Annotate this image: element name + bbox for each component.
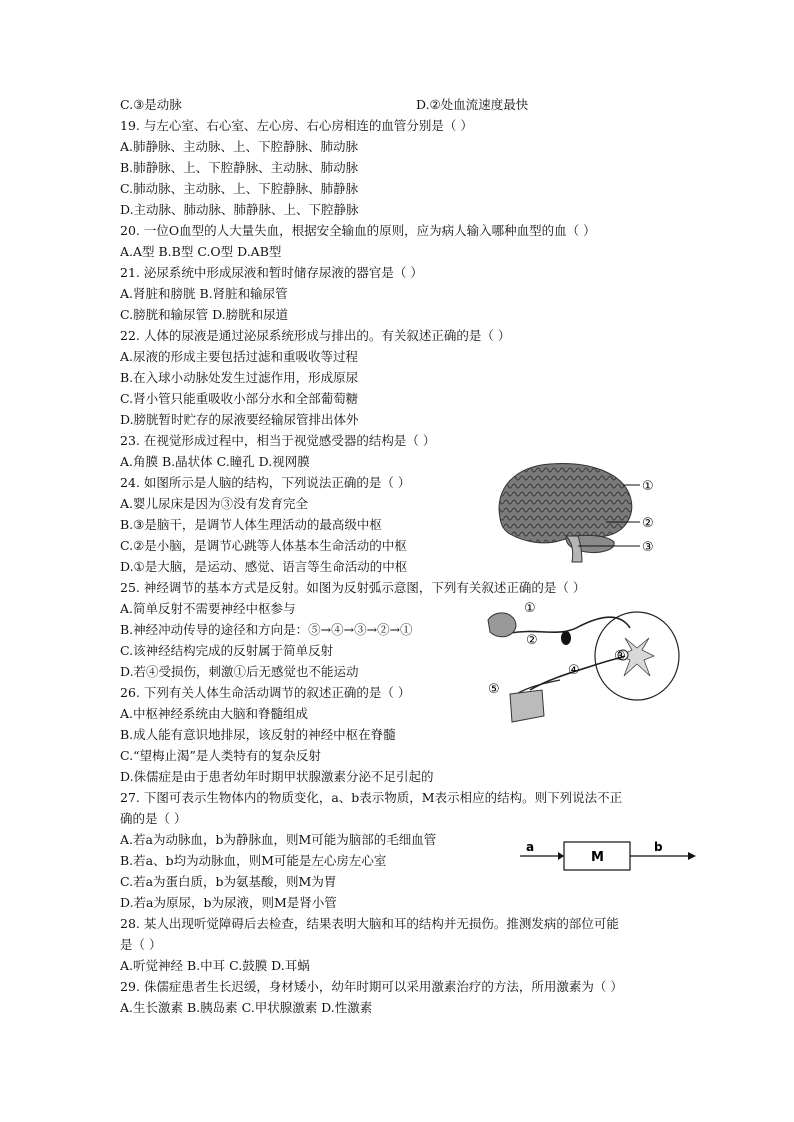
- q18-option-c: C.③是动脉: [120, 97, 182, 112]
- brain-label-1: ①: [642, 479, 654, 494]
- flow-label-a: a: [526, 840, 535, 854]
- q20-stem: 20. 一位O血型的人大量失血，根据安全输血的原则，应为病人输入哪种血型的血（ ）: [120, 223, 596, 238]
- q27-option-c: C.若a为蛋白质，b为氨基酸，则M为胃: [120, 874, 337, 889]
- flow-label-b: b: [654, 840, 663, 854]
- q24-option-d: D.①是大脑，是运动、感觉、语言等生命活动的中枢: [120, 559, 408, 574]
- q19-option-a: A.肺静脉、主动脉、上、下腔静脉、肺动脉: [120, 139, 359, 154]
- brain-label-2: ②: [642, 516, 654, 531]
- reflex-label-1: ①: [524, 601, 536, 616]
- reflex-label-5: ⑤: [488, 682, 500, 697]
- q22-option-d: D.膀胱暂时贮存的尿液要经输尿管排出体外: [120, 412, 359, 427]
- q19-option-d: D.主动脉、肺动脉、肺静脉、上、下腔静脉: [120, 202, 359, 217]
- q19-stem: 19. 与左心室、右心室、左心房、右心房相连的血管分别是（ ）: [120, 118, 473, 133]
- reflex-label-2: ②: [526, 633, 538, 648]
- effector-muscle-shape: [510, 690, 544, 722]
- q27-option-a: A.若a为动脉血，b为静脉血，则M可能为脑部的毛细血管: [120, 832, 437, 847]
- flow-diagram: [520, 838, 700, 874]
- q21-options-cd: C.膀胱和输尿管 D.膀胱和尿道: [120, 307, 289, 322]
- reflex-label-3: ③: [614, 649, 626, 664]
- q22-option-a: A.尿液的形成主要包括过滤和重吸收等过程: [120, 349, 359, 364]
- q22-stem: 22. 人体的尿液是通过泌尿系统形成与排出的。有关叙述正确的是（ ）: [120, 328, 511, 343]
- q18-options-row: [120, 97, 529, 112]
- q25-option-c: C.该神经结构完成的反射属于简单反射: [120, 643, 334, 658]
- q26-option-a: A.中枢神经系统由大脑和脊髓组成: [120, 706, 309, 721]
- q24-option-a: A.婴儿尿床是因为③没有发育完全: [120, 496, 309, 511]
- q18-option-d: D.②处血流速度最快: [416, 97, 529, 112]
- q25-option-d: D.若④受损伤，刺激①后无感觉也不能运动: [120, 664, 359, 679]
- q25-option-b: B.神经冲动传导的途径和方向是：⑤→④→③→②→①: [120, 622, 413, 637]
- q26-option-c: C.“望梅止渴”是人类特有的复杂反射: [120, 748, 321, 763]
- q27-stem: 27. 下图可表示生物体内的物质变化，a、b表示物质，M表示相应的结构。则下列说法不正: [120, 790, 623, 805]
- q24-option-c: C.②是小脑，是调节心跳等人体基本生命活动的中枢: [120, 538, 407, 553]
- q25-stem: 25. 神经调节的基本方式是反射。如图为反射弧示意图，下列有关叙述正确的是（ ）: [120, 580, 586, 595]
- q29-options: A.生长激素 B.胰岛素 C.甲状腺激素 D.性激素: [120, 1000, 373, 1015]
- q23-options: A.角膜 B.晶状体 C.瞳孔 D.视网膜: [120, 454, 310, 469]
- q21-options-ab: A.肾脏和膀胱 B.肾脏和输尿管: [120, 286, 288, 301]
- q27-option-d: D.若a为原尿，b为尿液，则M是肾小管: [120, 895, 337, 910]
- q20-options: A.A型 B.B型 C.O型 D.AB型: [120, 244, 282, 259]
- brain-label-3: ③: [642, 540, 654, 555]
- q27-option-b: B.若a、b均为动脉血，则M可能是左心房左心室: [120, 853, 387, 868]
- q24-option-b: B.③是脑干，是调节人体生理活动的最高级中枢: [120, 517, 382, 532]
- cerebrum-shape: [499, 464, 632, 543]
- q28-options: A.听觉神经 B.中耳 C.鼓膜 D.耳蜗: [120, 958, 310, 973]
- q21-stem: 21. 泌尿系统中形成尿液和暂时储存尿液的器官是（ ）: [120, 265, 423, 280]
- q19-option-b: B.肺静脉、上、下腔静脉、主动脉、肺动脉: [120, 160, 359, 175]
- reflex-arc-figure: [480, 598, 690, 724]
- q28-stem: 28. 某人出现听觉障碍后去检查，结果表明大脑和耳的结构并无损伤。推测发病的部位可能: [120, 916, 619, 931]
- q22-option-c: C.肾小管只能重吸收小部分水和全部葡萄糖: [120, 391, 359, 406]
- q26-option-d: D.侏儒症是由于患者幼年时期甲状腺激素分泌不足引起的: [120, 769, 434, 784]
- reflex-label-4: ④: [568, 663, 580, 678]
- q26-option-b: B.成人能有意识地排尿，该反射的神经中枢在脊髓: [120, 727, 396, 742]
- receptor-skin-shape: [488, 613, 516, 637]
- q22-option-b: B.在入球小动脉处发生过滤作用，形成原尿: [120, 370, 359, 385]
- brain-figure: [488, 458, 663, 563]
- q28-stem-cont: 是（ ）: [120, 937, 162, 952]
- q29-stem: 29. 侏儒症患者生长迟缓，身材矮小，幼年时期可以采用激素治疗的方法，所用激素为（ ）: [120, 979, 623, 994]
- q23-stem: 23. 在视觉形成过程中，相当于视觉感受器的结构是（ ）: [120, 433, 436, 448]
- q24-stem: 24. 如图所示是人脑的结构，下列说法正确的是（ ）: [120, 475, 411, 490]
- q26-stem: 26. 下列有关人体生命活动调节的叙述正确的是（ ）: [120, 685, 411, 700]
- q19-option-c: C.肺动脉、主动脉、上、下腔静脉、肺静脉: [120, 181, 359, 196]
- flow-label-m: M: [591, 850, 604, 865]
- q25-option-a: A.简单反射不需要神经中枢参与: [120, 601, 296, 616]
- q27-stem-cont: 确的是（ ）: [120, 811, 187, 826]
